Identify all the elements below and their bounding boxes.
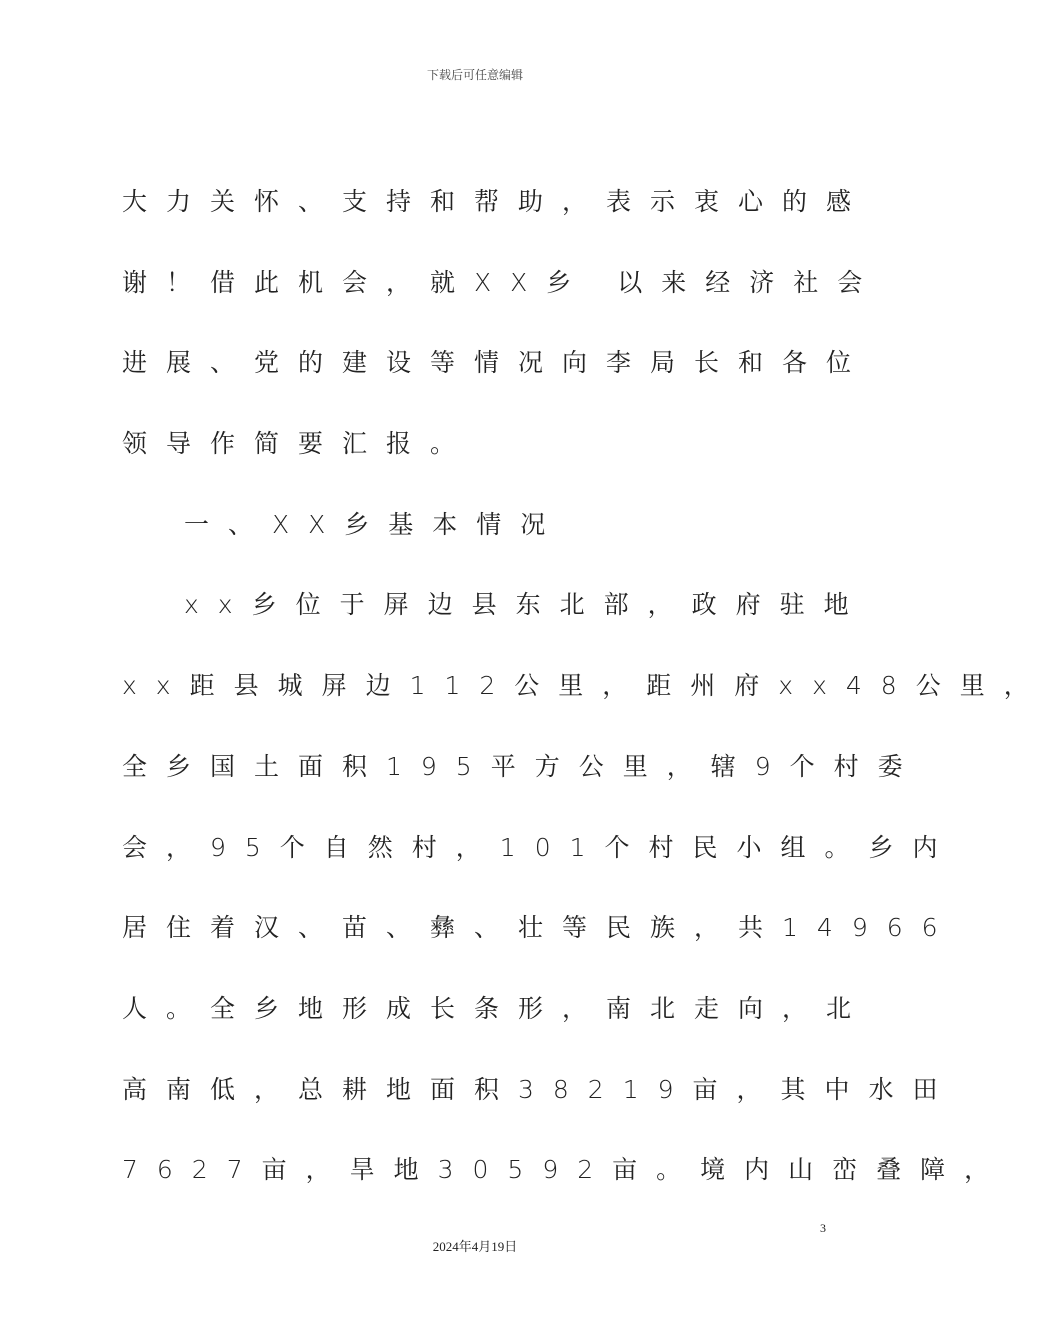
body-line: 进展、党的建设等情况向李局长和各位 <box>122 348 871 378</box>
body-line: 领导作简要汇报。 <box>122 429 475 459</box>
document-body <box>122 180 1048 1229</box>
body-line: xx乡位于屏边县东北部，政府驻地 <box>184 590 868 620</box>
page-header: 下载后可任意编辑 <box>426 68 523 82</box>
body-line: 大力关怀、支持和帮助，表示衷心的感 <box>122 187 871 216</box>
body-line: 高南低，总耕地面积38219亩，其中水田 <box>122 1074 957 1104</box>
body-line: 谢！借此机会，就XX乡 以来经济社会 <box>122 267 882 297</box>
body-line: 会，95个自然村，101个村民小组。乡内 <box>122 832 957 862</box>
body-line: 居住着汉、苗、彝、壮等民族，共14966 <box>122 913 957 943</box>
body-line: 全乡国土面积195平方公里，辖9个村委 <box>122 751 922 781</box>
body-line: 7627亩，旱地30592亩。境内山峦叠障， <box>122 1155 1009 1185</box>
page-number: 3 <box>820 1221 826 1235</box>
footer-date: 2024年4月19日 <box>432 1239 518 1254</box>
body-line: xx距县城屏边112公里，距州府xx48公里， <box>122 671 1048 701</box>
body-line: 人。全乡地形成长条形，南北走向，北 <box>122 993 871 1023</box>
section-heading: 一、XX乡基本情况 <box>184 509 565 539</box>
